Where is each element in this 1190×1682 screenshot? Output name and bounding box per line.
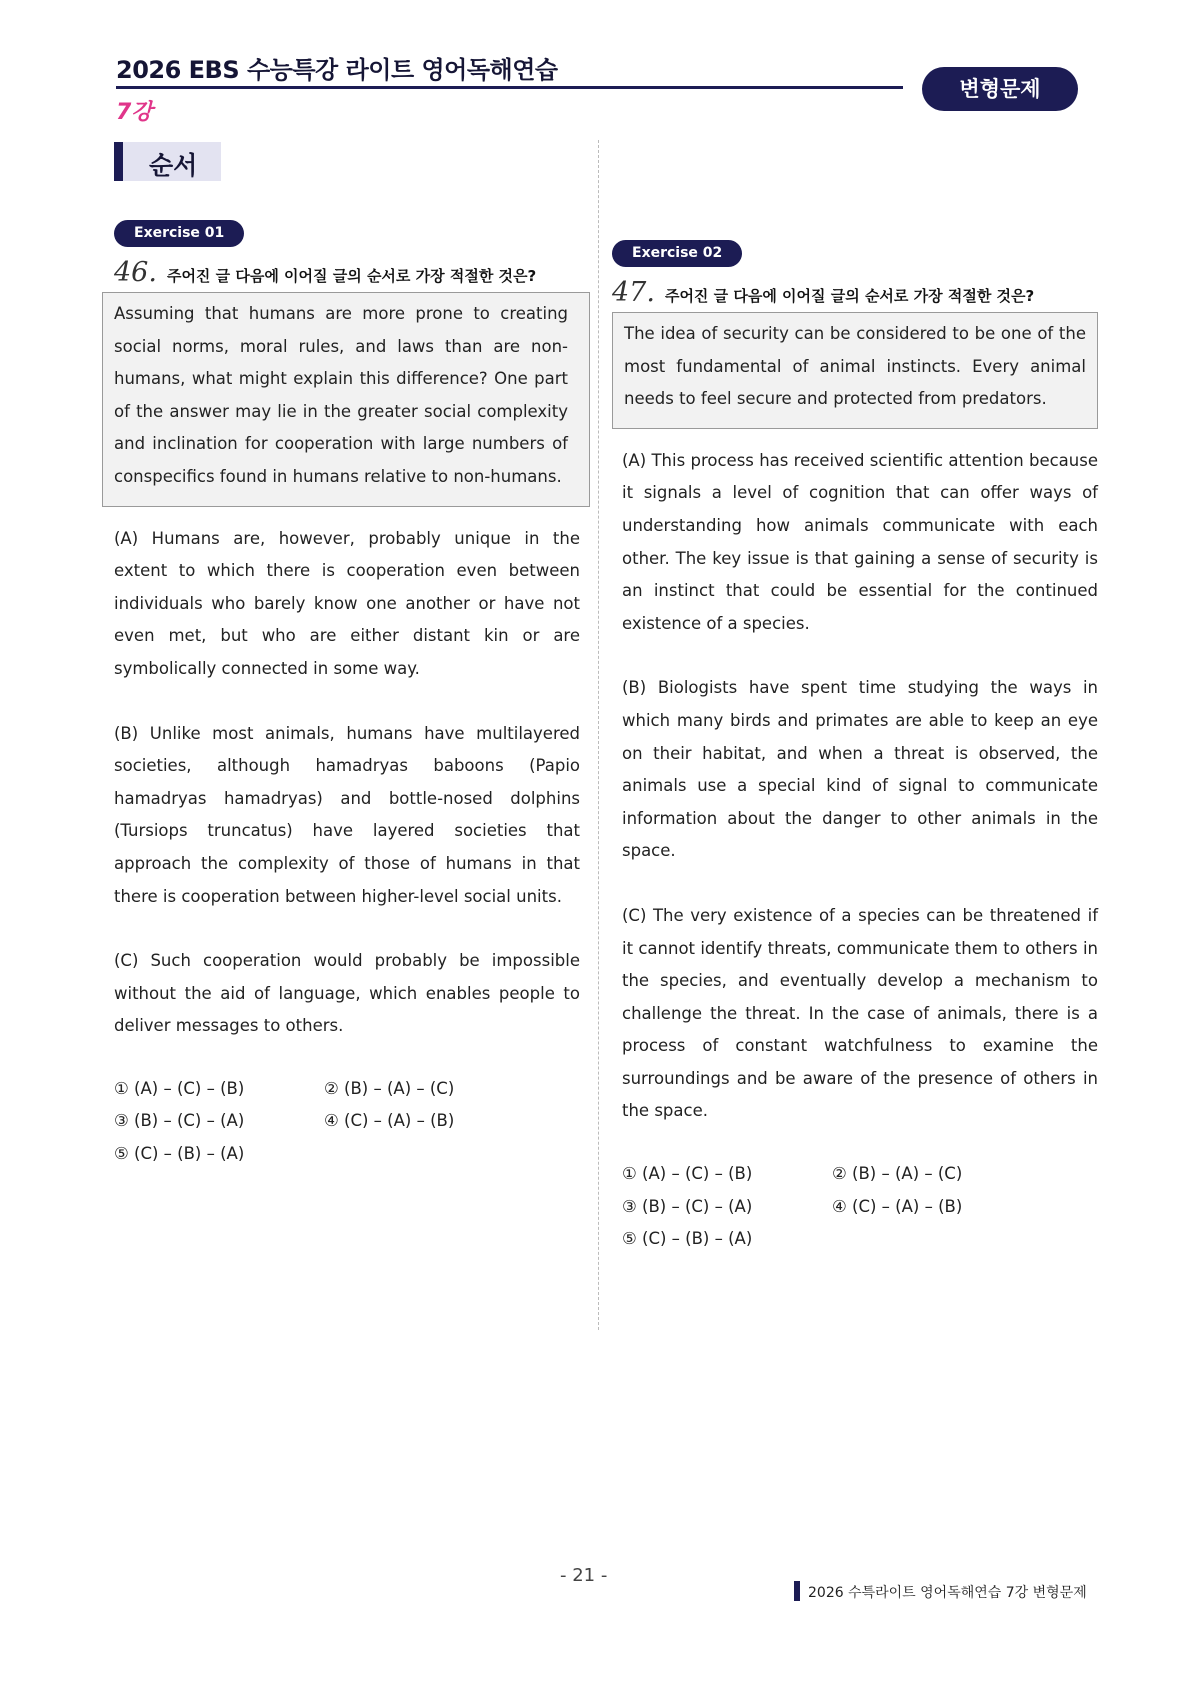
document-title: 2026 EBS 수능특강 라이트 영어독해연습 xyxy=(116,56,558,84)
choice-5[interactable]: ⑤ (C) – (B) – (A) xyxy=(114,1144,245,1164)
section-bar xyxy=(114,142,123,181)
paragraph-b: (B) Biologists have spent time studying the ways in which many birds and primates are able to keep an eye on their habitat, and when a threat is observed, the animals use a special kind of signal to communicate information about the danger to other animals in the space. xyxy=(622,678,1098,861)
answer-choices xyxy=(114,1073,590,1171)
given-passage-box xyxy=(102,292,590,507)
choice-1[interactable]: ① (A) – (C) – (B) xyxy=(622,1164,753,1184)
question-prompt: 주어진 글 다음에 이어질 글의 순서로 가장 적절한 것은? xyxy=(166,267,537,285)
given-passage-box xyxy=(612,312,1098,429)
choice-3[interactable]: ③ (B) – (C) – (A) xyxy=(622,1196,753,1216)
lesson-label: 7강 xyxy=(116,100,153,125)
given-passage: The idea of security can be considered to be one of the most fundamental of animal instincts. Every animal needs to feel secure and protected from predators. xyxy=(624,324,1086,409)
choice-2[interactable]: ② (B) – (A) – (C) xyxy=(324,1078,455,1098)
section-label: 순서 xyxy=(149,151,198,180)
choice-1[interactable]: ① (A) – (C) – (B) xyxy=(114,1078,245,1098)
exercise-02 xyxy=(612,240,1098,1256)
choice-4[interactable]: ④ (C) – (A) – (B) xyxy=(324,1111,455,1131)
choice-2[interactable]: ② (B) – (A) – (C) xyxy=(832,1164,963,1184)
choice-3[interactable]: ③ (B) – (C) – (A) xyxy=(114,1111,245,1131)
given-passage: Assuming that humans are more prone to creating social norms, moral rules, and laws than are non-humans, what might explain this difference? One part of the answer may lie in the greater social complexity and inclination for cooperation with large numbers of conspecifics found in humans relative to non-humans. xyxy=(114,304,568,486)
choice-5[interactable]: ⑤ (C) – (B) – (A) xyxy=(622,1229,753,1249)
question-number: 47. xyxy=(612,277,655,308)
section-heading xyxy=(114,142,221,181)
paragraph-c: (C) The very existence of a species can be threatened if it cannot identify threats, communicate them to others in the species, and eventually develop a mechanism to challenge the threat. In the case of animals, there is a process of constant watchfulness to examine the surroundings and be aware of the presence of others in the space. xyxy=(622,905,1098,1121)
exercise-badge: Exercise 02 xyxy=(612,240,742,267)
paragraph-a: (A) This process has received scientific attention because it signals a level of cognition that can offer ways of understanding how animals communicate with each other. The key issue is that gaining a sense of security is an instinct that could be essential for the continued existence of a species. xyxy=(622,450,1098,633)
footer-bar xyxy=(794,1581,800,1601)
header-rule xyxy=(116,86,903,89)
paragraph-b: (B) Unlike most animals, humans have multilayered societies, although hamadryas baboons (Papio hamadryas hamadryas) and bottle-nosed dolphins (Tursiops truncatus) have layered societies that approach the complexity of those of humans in that there is cooperation between higher-level social units. xyxy=(114,723,580,906)
footer-text: 2026 수특라이트 영어독해연습 7강 변형문제 xyxy=(808,1585,1087,1601)
paragraph-c: (C) Such cooperation would probably be impossible without the aid of language, which enables people to deliver messages to others. xyxy=(114,951,580,1036)
exercise-01 xyxy=(114,220,590,1171)
question-line xyxy=(114,257,590,288)
paragraph-a: (A) Humans are, however, probably unique in the extent to which there is cooperation even between individuals who barely know one another or have not even met, but who are either distant kin or are symbolically connected in some way. xyxy=(114,528,580,678)
variant-badge: 변형문제 xyxy=(922,67,1078,111)
column-divider xyxy=(598,140,599,1330)
exercise-badge: Exercise 01 xyxy=(114,220,244,247)
choice-4[interactable]: ④ (C) – (A) – (B) xyxy=(832,1196,963,1216)
question-prompt: 주어진 글 다음에 이어질 글의 순서로 가장 적절한 것은? xyxy=(664,287,1035,305)
answer-choices xyxy=(612,1158,1098,1256)
page-number: - 21 - xyxy=(560,1565,608,1586)
question-number: 46. xyxy=(114,257,157,288)
question-line xyxy=(612,277,1098,308)
